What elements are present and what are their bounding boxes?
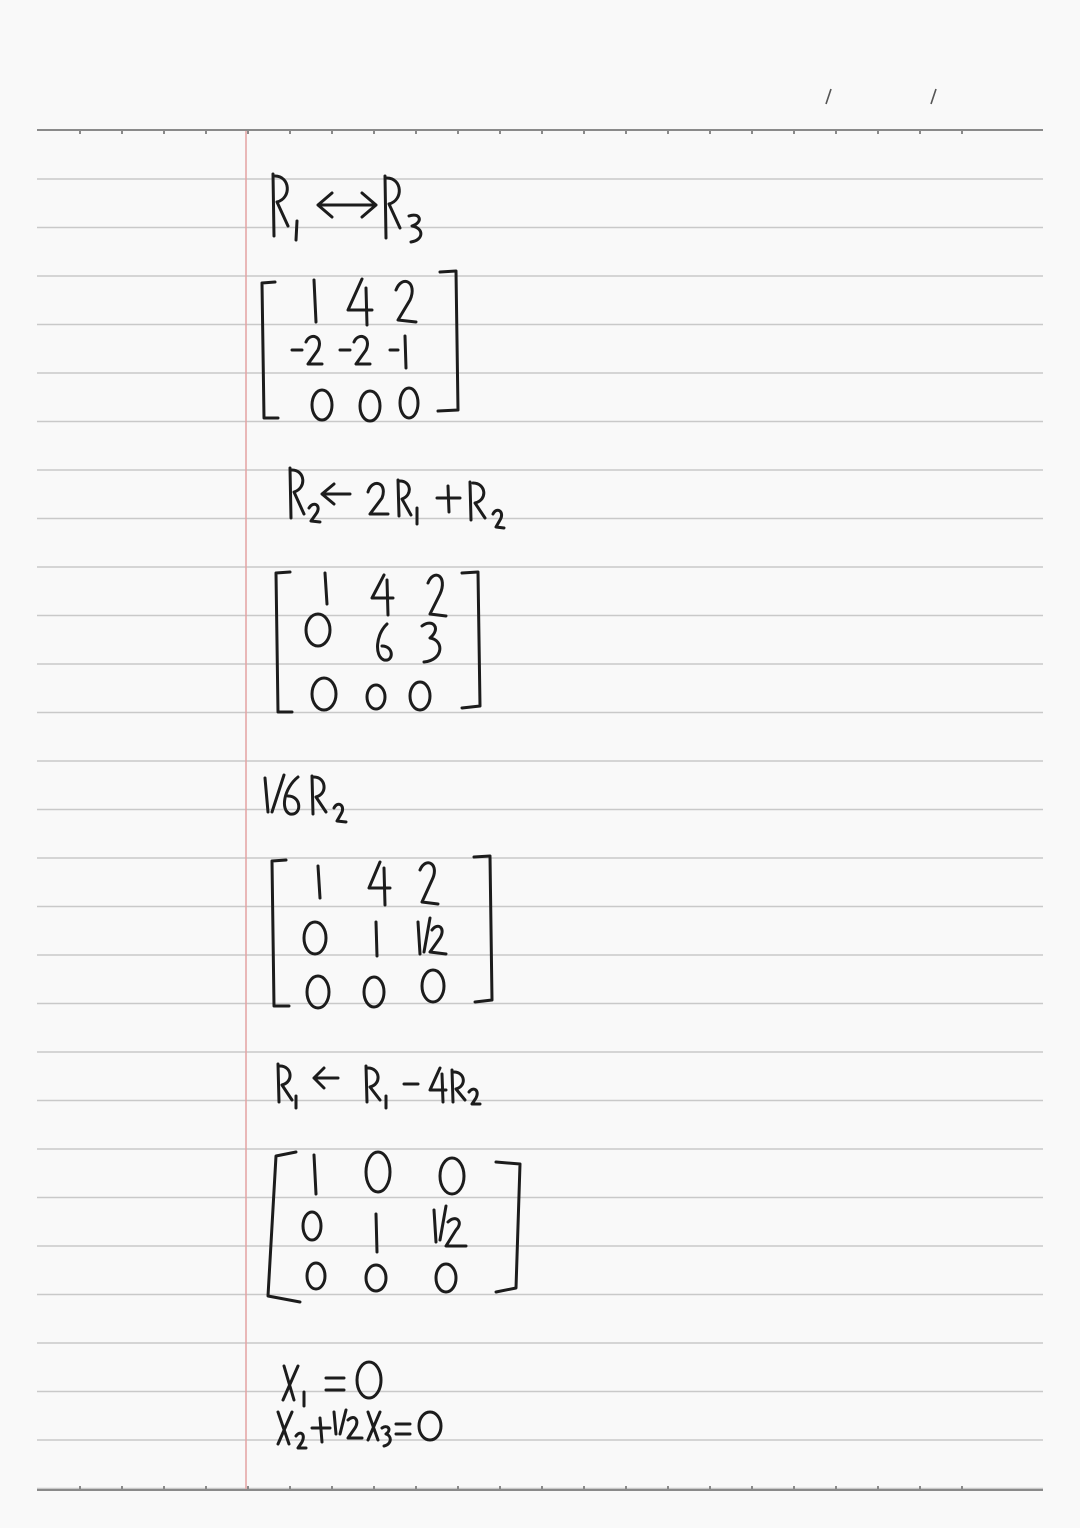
step1-operation (273, 174, 421, 242)
date-slash-1 (826, 89, 831, 104)
step4-operation (278, 1064, 480, 1108)
date-slash-2 (931, 89, 936, 104)
date-field (826, 89, 936, 104)
step2-matrix (276, 572, 480, 712)
step3-operation (265, 775, 346, 822)
equation-1 (283, 1362, 381, 1406)
step4-matrix (268, 1152, 520, 1302)
step1-matrix (262, 271, 458, 421)
step3-matrix (272, 856, 492, 1008)
ruled-lines (37, 179, 1043, 1489)
equation-2 (278, 1410, 441, 1448)
